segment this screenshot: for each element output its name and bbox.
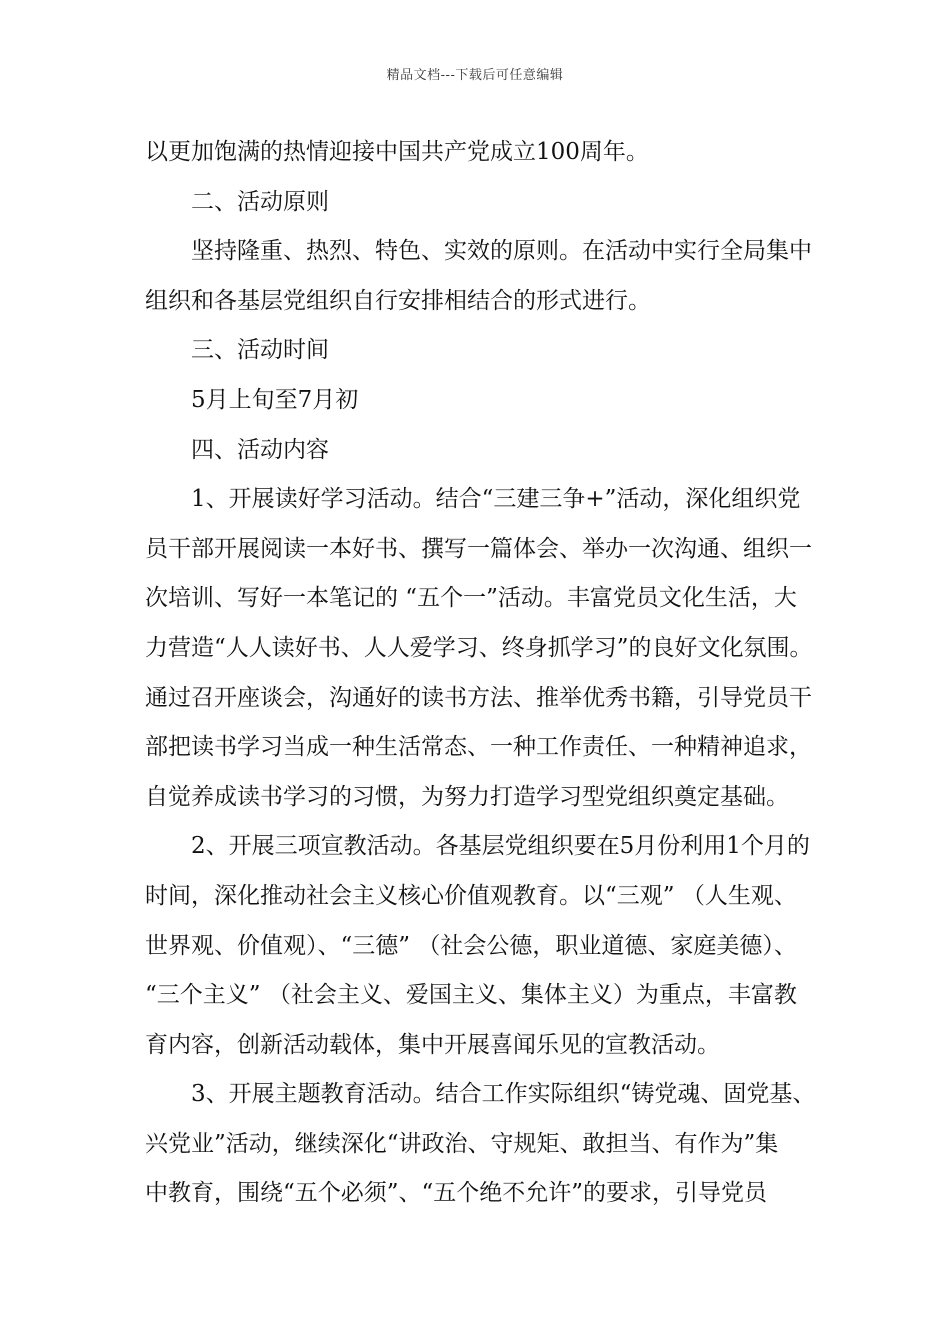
paragraph-line: 次培训、写好一本笔记的 “五个一”活动。丰富党员文化生活，大 bbox=[145, 585, 797, 612]
page-header: 精品文档---下载后可任意编辑 bbox=[386, 68, 564, 83]
section-heading: 四、活动内容 bbox=[191, 436, 329, 463]
paragraph-line: 3、开展主题教育活动。结合工作实际组织“铸党魂、固党基、 bbox=[191, 1081, 815, 1108]
paragraph-line: 兴党业”活动，继续深化“讲政治、守规矩、敢担当、有作为”集 bbox=[145, 1130, 779, 1157]
paragraph-line: 1、开展读好学习活动。结合“三建三争+”活动，深化组织党 bbox=[191, 486, 801, 513]
paragraph-line: 2、开展三项宣教活动。各基层党组织要在5月份利用1个月的 bbox=[191, 833, 810, 860]
paragraph-line: 坚持隆重、热烈、特色、实效的原则。在活动中实行全局集中 bbox=[191, 238, 812, 265]
paragraph-line: 部把读书学习当成一种生活常态、一种工作责任、一种精神追求， bbox=[145, 734, 812, 761]
section-heading: 三、活动时间 bbox=[191, 337, 329, 364]
paragraph-line: 通过召开座谈会，沟通好的读书方法、推举优秀书籍，引导党员干 bbox=[145, 684, 812, 711]
section-heading: 二、活动原则 bbox=[191, 188, 329, 215]
paragraph-line: 时间，深化推动社会主义核心价值观教育。以“三观” （人生观、 bbox=[145, 882, 797, 909]
paragraph-line: 中教育，围绕“五个必须”、“五个绝不允许”的要求，引导党员 bbox=[145, 1180, 768, 1207]
paragraph-line: 育内容，创新活动载体，集中开展喜闻乐见的宣教活动。 bbox=[145, 1031, 720, 1058]
paragraph-line: 自觉养成读书学习的习惯，为努力打造学习型党组织奠定基础。 bbox=[145, 783, 789, 810]
paragraph-line: “三个主义” （社会主义、爱国主义、集体主义）为重点，丰富教 bbox=[145, 982, 797, 1009]
paragraph-line: 员干部开展阅读一本好书、撰写一篇体会、举办一次沟通、组织一 bbox=[145, 535, 812, 562]
paragraph-line: 世界观、价值观）、“三德” （社会公德，职业道德、家庭美德）、 bbox=[145, 932, 797, 959]
document-body bbox=[145, 128, 815, 1219]
paragraph-line: 组织和各基层党组织自行安排相结合的形式进行。 bbox=[145, 287, 651, 314]
paragraph-line: 5月上旬至7月初 bbox=[191, 386, 359, 413]
paragraph-line: 力营造“人人读好书、人人爱学习、终身抓学习”的良好文化氛围。 bbox=[145, 634, 813, 661]
paragraph-line: 以更加饱满的热情迎接中国共产党成立100周年。 bbox=[145, 139, 649, 165]
